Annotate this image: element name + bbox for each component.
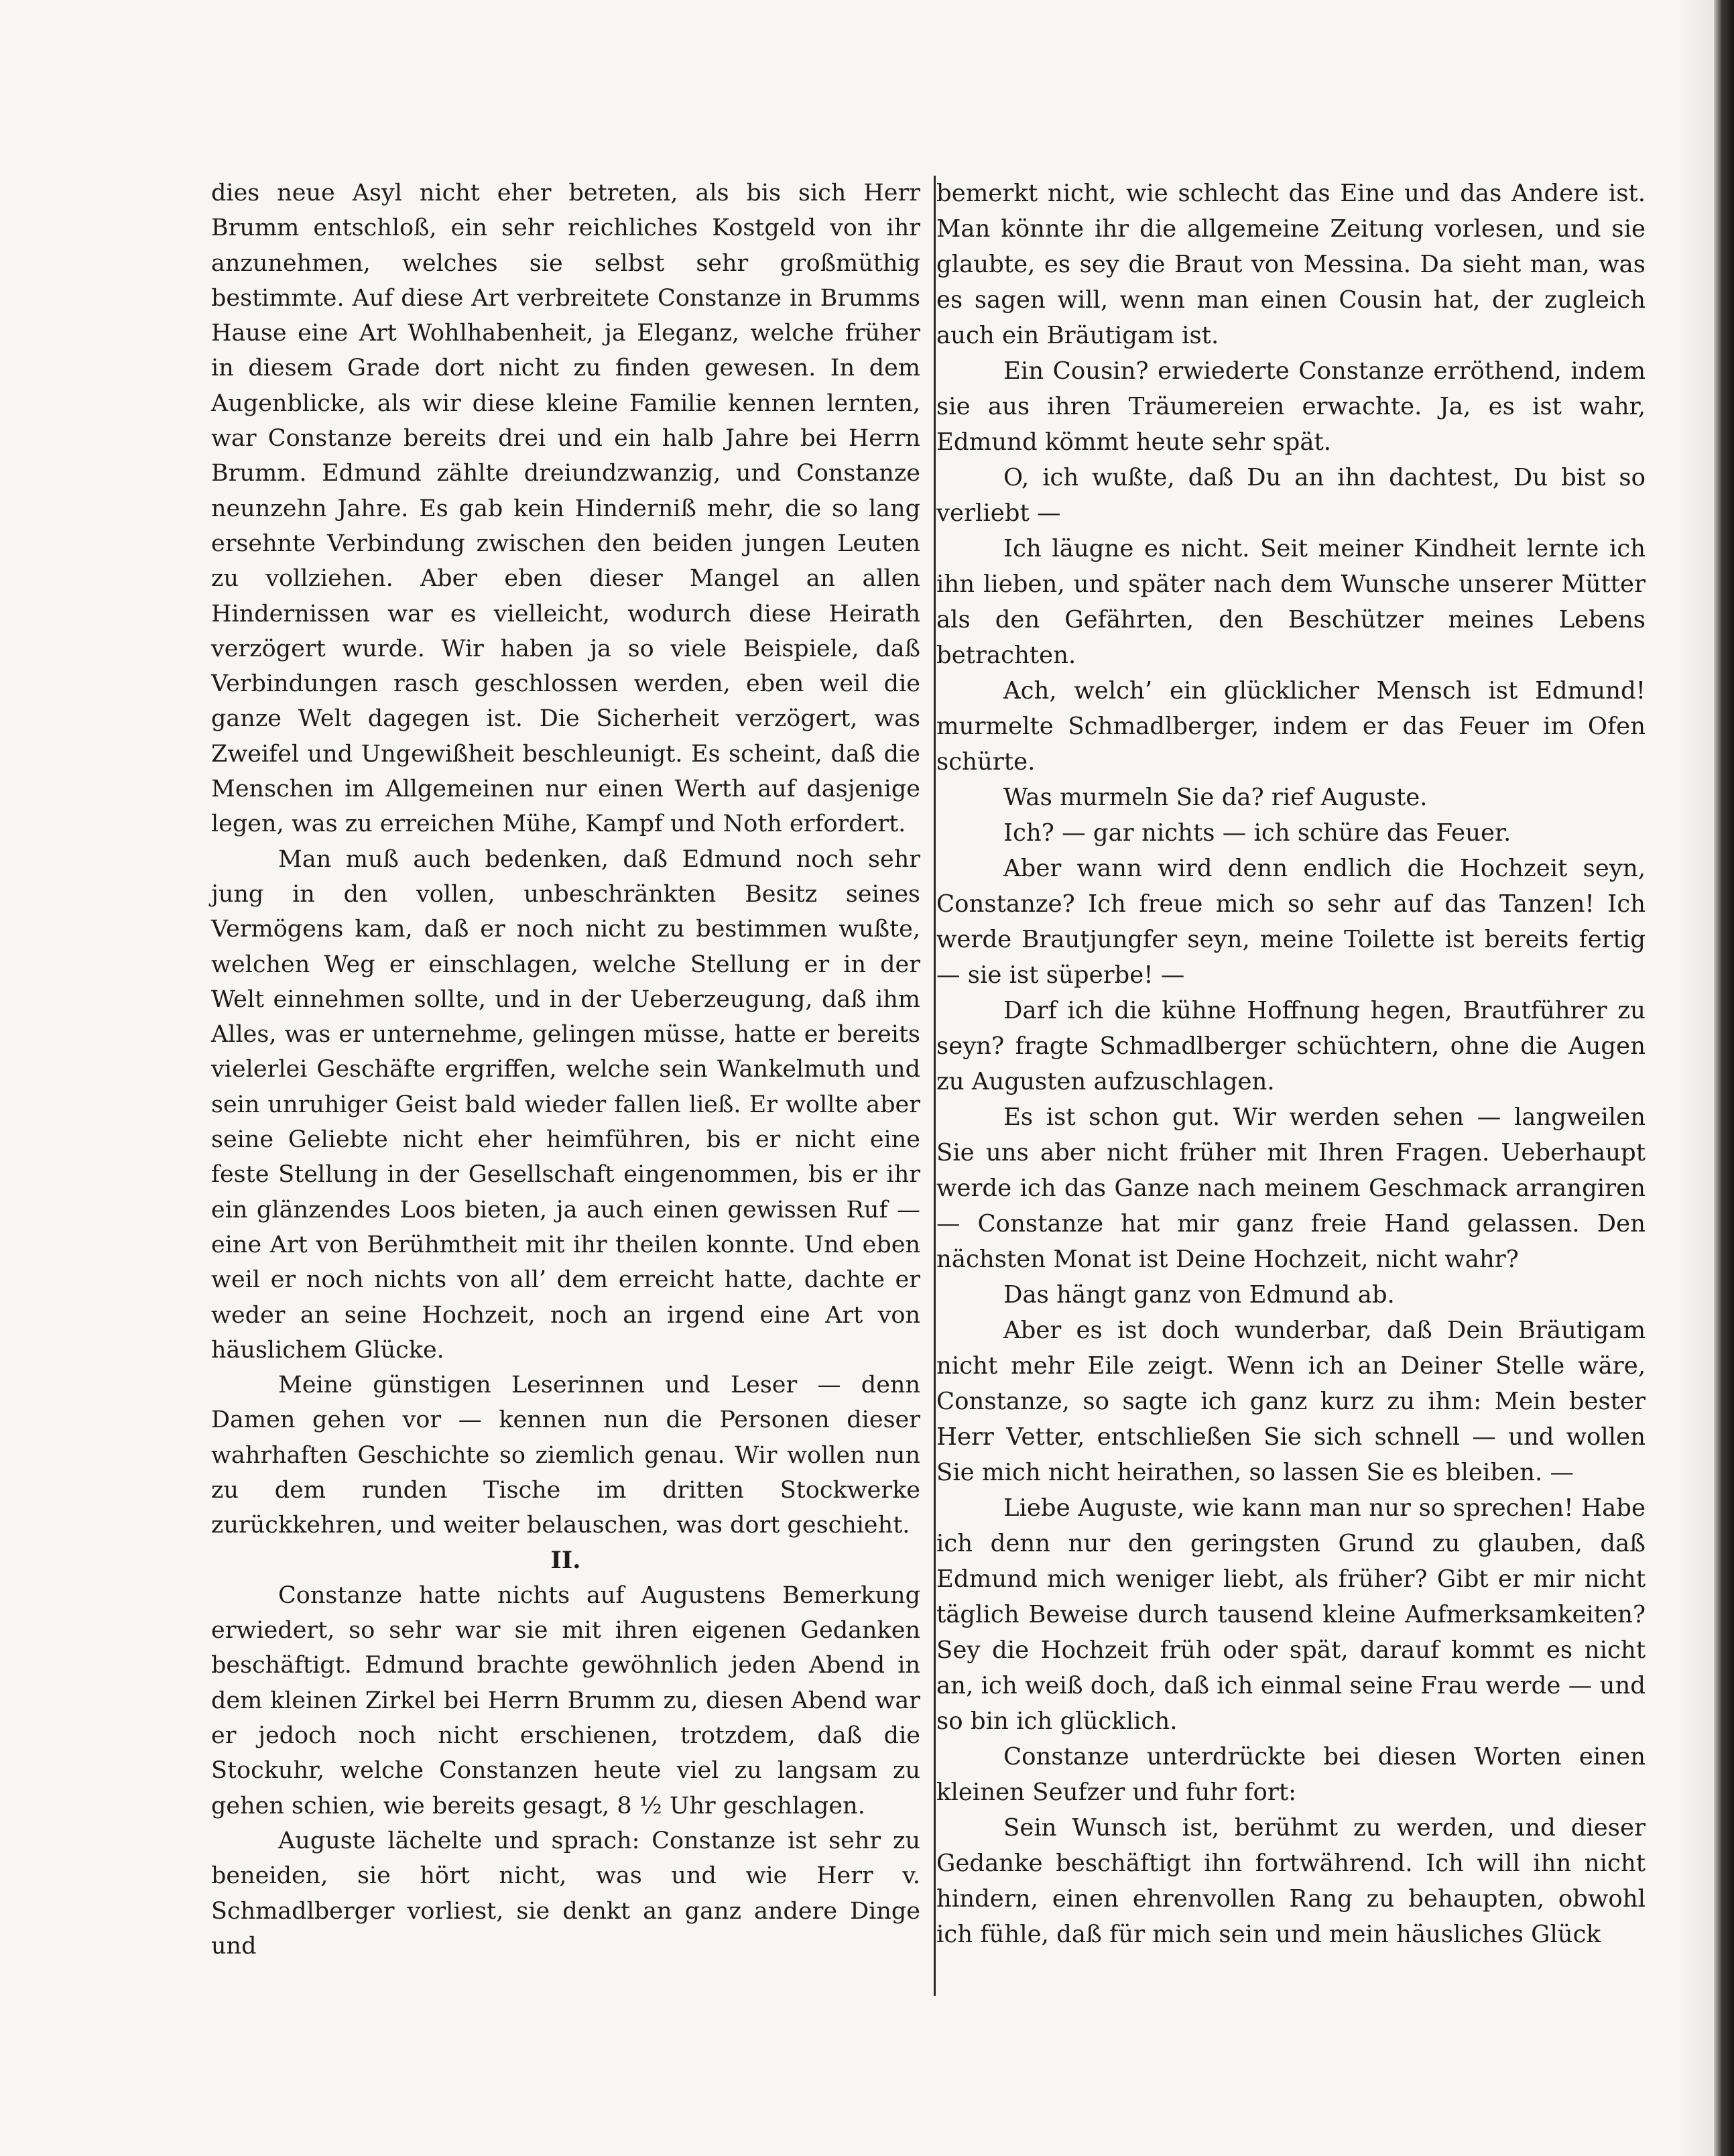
column-divider <box>934 176 936 1996</box>
paragraph: Was murmeln Sie da? rief Auguste. <box>1003 784 1428 811</box>
paragraph: Ich läugne es nicht. Seit meiner Kindheit lernte ich ihn lieben, und später nach dem Wunsche unserer Mütter als den Gefährten, den Beschützer meines Lebens betrachten. <box>936 535 1646 669</box>
paragraph: Sein Wunsch ist, berühmt zu werden, und dieser Gedanke beschäftigt ihn fortwährend. Ich will ihn nicht hindern, einen ehrenvollen Rang zu behaupten, obwohl ich fühle, daß für mich sein und mein häusliches Glück <box>936 1814 1646 1948</box>
paragraph: Ich? — gar nichts — ich schüre das Feuer. <box>1003 819 1511 847</box>
paragraph: Aber es ist doch wunderbar, daß Dein Bräutigam nicht mehr Eile zeigt. Wenn ich an Deiner Stelle wäre, Constanze, so sagte ich ganz kurz zu ihm: Mein bester Herr Vetter, entschließen Sie sich schnell — und wollen Sie mich nicht heirathen, so lassen Sie es bleiben. — <box>936 1317 1646 1486</box>
paragraph: Meine günstigen Leserinnen und Leser — denn Damen gehen vor — kennen nun die Personen dieser wahrhaften Geschichte so ziemlich genau. Wir wollen nun zu dem runden Tische im dritten Stockwerke zurückkehren, und weiter belauschen, was dort geschieht. <box>211 1372 920 1539</box>
paragraph: Aber wann wird denn endlich die Hochzeit seyn, Constanze? Ich freue mich so sehr auf das Tanzen! Ich werde Brautjungfer seyn, meine Toilette ist bereits fertig — sie ist süperbe! — <box>936 855 1646 989</box>
paragraph: dies neue Asyl nicht eher betreten, als bis sich Herr Brumm entschloß, ein sehr reichliches Kostgeld von ihr anzunehmen, welches sie selbst sehr großmüthig bestimmte. Auf diese Art verbreitete Constanze in Brumms Hause eine Art Wohlhabenheit, ja Eleganz, welche früher in diesem Grade dort nicht zu finden gewesen. In dem Augenblicke, als wir diese kleine Familie kennen lernten, war Constanze bereits drei und ein halb Jahre bei Herrn Brumm. Edmund zählte dreiundzwanzig, und Constanze neunzehn Jahre. Es gab kein Hinderniß mehr, die so lang ersehnte Verbindung zwischen den beiden jungen Leuten zu vollziehen. Aber eben dieser Mangel an allen Hindernissen war es vielleicht, wodurch diese Heirath verzögert wurde. Wir haben ja so viele Beispiele, daß Verbindungen rasch geschlossen werden, eben weil die ganze Welt dagegen ist. Die Sicherheit verzögert, was Zweifel und Ungewißheit beschleunigt. Es scheint, daß die Menschen im Allgemeinen nur einen Werth auf dasjenige legen, was zu erreichen Mühe, Kampf und Noth erfordert. <box>211 180 920 838</box>
paragraph: O, ich wußte, daß Du an ihn dachtest, Du bist so verliebt — <box>936 464 1646 527</box>
left-column <box>211 176 920 1964</box>
paragraph: Liebe Auguste, wie kann man nur so sprechen! Habe ich denn nur den geringsten Grund zu glauben, daß Edmund mich weniger liebt, als früher? Gibt er mir nicht täglich Beweise durch tausend kleine Aufmerksamkeiten? Sey die Hochzeit früh oder spät, darauf kommt es nicht an, ich weiß doch, daß ich einmal seine Frau werde — und so bin ich glücklich. <box>936 1494 1646 1735</box>
paragraph: bemerkt nicht, wie schlecht das Eine und das Andere ist. Man könnte ihr die allgemeine Zeitung vorlesen, und sie glaubte, es sey die Braut von Messina. Da sieht man, was es sagen will, wenn man einen Cousin hat, der zugleich auch ein Bräutigam ist. <box>936 180 1646 349</box>
paragraph: Es ist schon gut. Wir werden sehen — langweilen Sie uns aber nicht früher mit Ihren Fragen. Ueberhaupt werde ich das Ganze nach meinem Geschmack arrangiren — Constanze hat mir ganz freie Hand gelassen. Den nächsten Monat ist Deine Hochzeit, nicht wahr? <box>936 1103 1646 1273</box>
paragraph: Constanze unterdrückte bei diesen Worten einen kleinen Seufzer und fuhr fort: <box>936 1743 1646 1806</box>
paragraph: Man muß auch bedenken, daß Edmund noch sehr jung in den vollen, unbeschränkten Besitz seines Vermögens kam, daß er noch nicht zu bestimmen wußte, welchen Weg er einschlagen, welche Stellung er in der Welt einnehmen sollte, und in der Ueberzeugung, daß ihm Alles, was er unternehme, gelingen müsse, hatte er bereits vielerlei Geschäfte ergriffen, welche sein Wankelmuth und sein unruhiger Geist bald wieder fallen ließ. Er wollte aber seine Geliebte nicht eher heimführen, bis er nicht eine feste Stellung in der Gesellschaft eingenommen, bis er ihr ein glänzendes Loos bieten, ja auch einen gewissen Ruf — eine Art von Berühmtheit mit ihr theilen konnte. Und eben weil er noch nichts von all’ dem erreicht hatte, dachte er weder an seine Hochzeit, noch an irgend eine Art von häuslichem Glücke. <box>211 845 920 1364</box>
paragraph: Constanze hatte nichts auf Augustens Bemerkung erwiedert, so sehr war sie mit ihren eigenen Gedanken beschäftigt. Edmund brachte gewöhnlich jeden Abend in dem kleinen Zirkel bei Herrn Brumm zu, diesen Abend war er jedoch noch nicht erschienen, trotzdem, daß die Stockuhr, welche Constanzen heute viel zu langsam zu gehen schien, wie bereits gesagt, 8 ½ Uhr geschlagen. <box>211 1581 920 1819</box>
paragraph: Ach, welch’ ein glücklicher Mensch ist Edmund! murmelte Schmadlberger, indem er das Feuer im Ofen schürte. <box>936 677 1646 776</box>
page-shadow <box>1677 0 1714 2156</box>
page-edge <box>1714 0 1734 2156</box>
paragraph: Ein Cousin? erwiederte Constanze erröthend, indem sie aus ihren Träumereien erwachte. Ja, es ist wahr, Edmund kömmt heute sehr spät. <box>936 357 1646 456</box>
right-column <box>936 176 1646 1952</box>
paragraph: Auguste lächelte und sprach: Constanze ist sehr zu beneiden, sie hört nicht, was und wie Herr v. Schmadlberger vorliest, sie denkt an ganz andere Dinge und <box>211 1827 920 1960</box>
paragraph: Darf ich die kühne Hoffnung hegen, Brautführer zu seyn? fragte Schmadlberger schüchtern, ohne die Augen zu Augusten aufzuschlagen. <box>936 997 1646 1095</box>
section-heading: II. <box>550 1546 581 1574</box>
paragraph: Das hängt ganz von Edmund ab. <box>1003 1281 1395 1309</box>
